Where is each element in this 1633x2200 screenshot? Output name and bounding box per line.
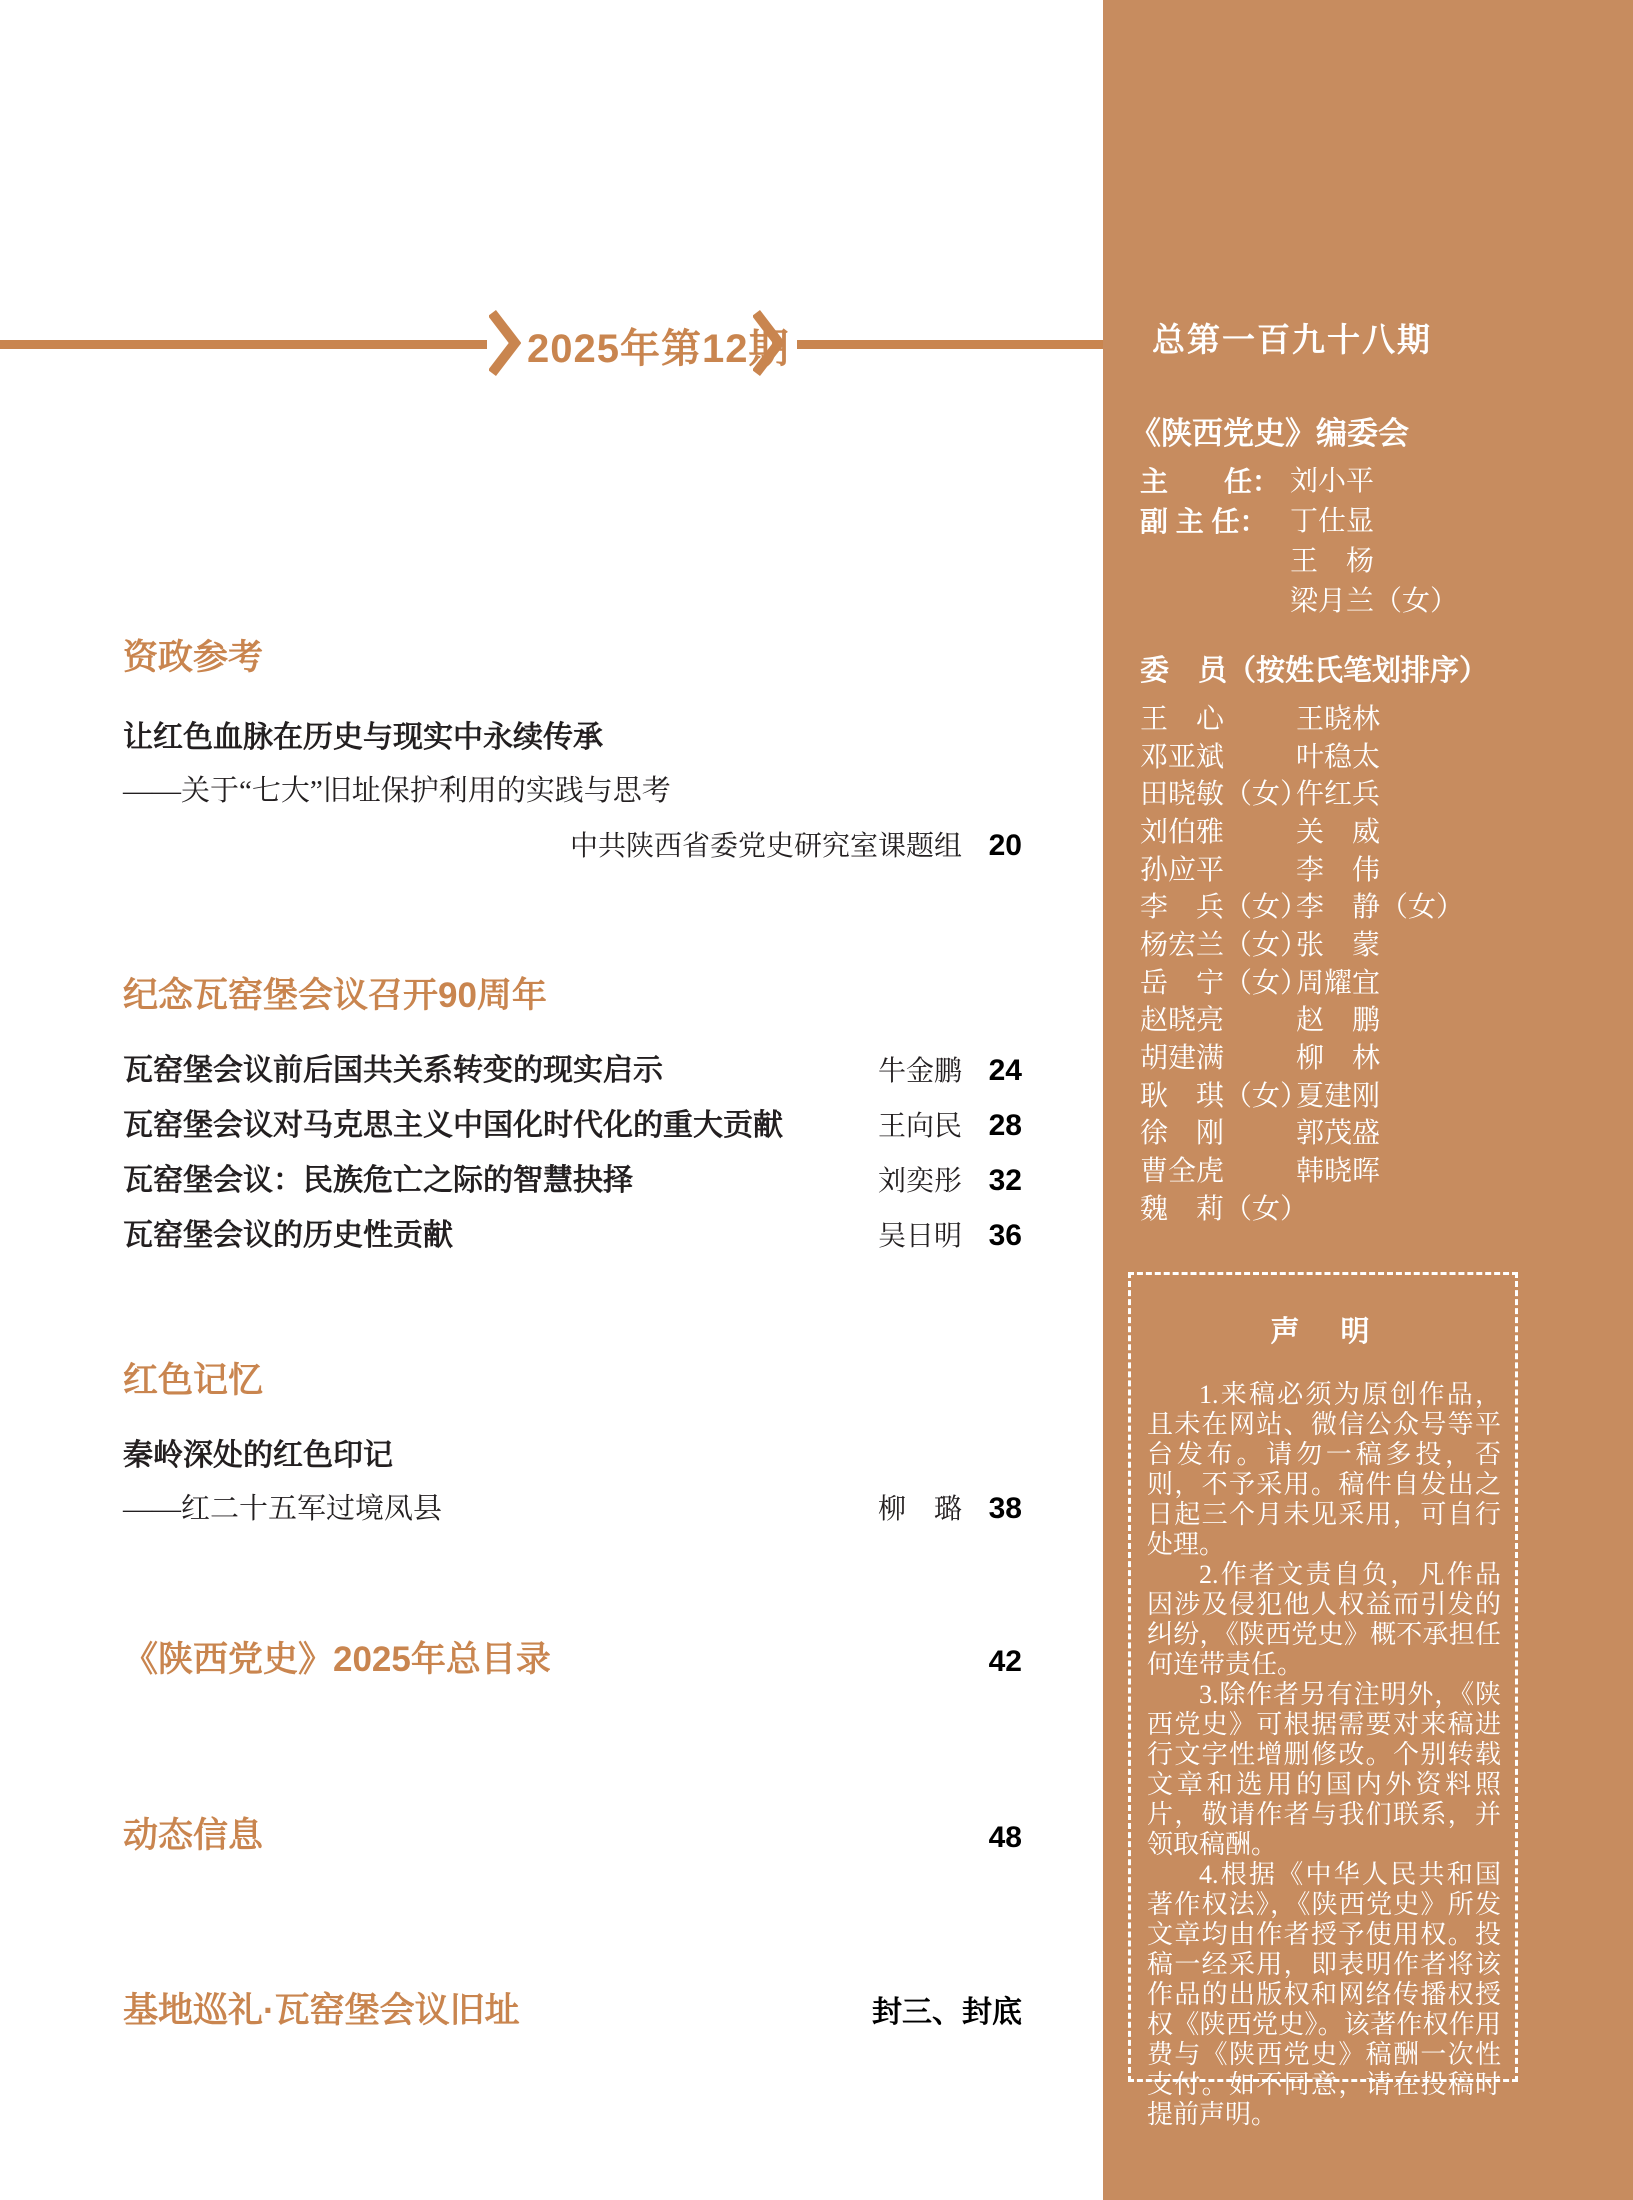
role-row — [1140, 585, 1458, 619]
role-name: 丁仕显 — [1290, 506, 1375, 537]
article-page: 36 — [988, 1219, 1022, 1252]
member-row — [1140, 929, 1510, 962]
article-title: 瓦窑堡会议：民族危亡之际的智慧抉择 — [123, 1164, 633, 1197]
statement-paragraph: 4.根据《中华人民共和国著作权法》，《陕西党史》所发文章均由作者授予使用权。投稿一经采用，即表明作者将该作品的出版权和网络传播权授权《陕西党史》。该著作权作用费与《陕西党史》稿酬一次性支付。如不同意，请在投稿时提前声明。 — [1147, 1860, 1501, 2129]
article-author: 吴日明 — [877, 1221, 962, 1252]
member-name: 周耀宜 — [1296, 968, 1381, 999]
article-title: 瓦窑堡会议对马克思主义中国化时代化的重大贡献 — [123, 1109, 783, 1142]
role-label — [1140, 585, 1290, 619]
members-title: 委 员（按姓氏笔划排序） — [1140, 655, 1489, 687]
article-title: 瓦窑堡会议前后国共关系转变的现实启示 — [123, 1054, 663, 1087]
member-name: 张 蒙 — [1296, 930, 1381, 961]
role-name: 梁月兰（女） — [1290, 586, 1459, 617]
chevron-right-icon — [489, 309, 521, 377]
member-name: 李 伟 — [1296, 855, 1381, 886]
member-row — [1140, 1117, 1510, 1150]
header-rule-right — [797, 340, 1103, 349]
article-author: 牛金鹏 — [877, 1056, 962, 1087]
article-page: 38 — [988, 1492, 1022, 1525]
toc-article-row — [123, 712, 1022, 756]
toc-section-row — [123, 1808, 1022, 1858]
committee-title: 《陕西党史》编委会 — [1130, 416, 1409, 451]
member-row — [1140, 891, 1510, 924]
member-row — [1140, 1042, 1510, 1075]
article-page: 24 — [988, 1054, 1022, 1087]
role-name: 刘小平 — [1290, 466, 1375, 497]
member-name: 刘伯雅 — [1140, 817, 1225, 848]
statement-paragraph: 1.来稿必须为原创作品，且未在网站、微信公众号等平台发布。请勿一稿多投，否则，不予采用。稿件自发出之日起三个月未见采用，可自行处理。 — [1147, 1380, 1501, 1559]
article-author: 柳 璐 — [877, 1494, 962, 1525]
section-page: 48 — [988, 1821, 1022, 1854]
toc-article-subtitle-row — [123, 768, 1022, 809]
member-row — [1140, 778, 1510, 811]
role-row — [1140, 465, 1374, 499]
role-label: 主 任： — [1140, 466, 1281, 497]
toc-article-row — [123, 1045, 1022, 1089]
toc-section-row — [123, 1983, 1022, 2033]
member-name: 田晓敏（女） — [1140, 779, 1309, 810]
member-name: 邓亚斌 — [1140, 742, 1225, 773]
article-author: 中共陕西省委党史研究室课题组 — [569, 831, 962, 862]
member-name: 王晓林 — [1296, 704, 1381, 735]
member-name: 岳 宁（女） — [1140, 968, 1309, 999]
member-row — [1140, 1004, 1510, 1037]
member-name: 李 静（女） — [1296, 892, 1465, 923]
member-row — [1140, 854, 1510, 887]
member-name: 郭茂盛 — [1296, 1118, 1381, 1149]
section-title: 红色记忆 — [123, 1361, 264, 1400]
toc-article-row — [123, 1100, 1022, 1144]
member-name: 魏 莉（女） — [1140, 1194, 1309, 1225]
statement-title: 声 明 — [1270, 1316, 1376, 1348]
member-name: 关 威 — [1296, 817, 1381, 848]
statement-paragraph: 3.除作者另有注明外，《陕西党史》可根据需要对来稿进行文字性增删修改。个别转载文章和选用的国内外资料照片，敬请作者与我们联系，并领取稿酬。 — [1147, 1680, 1501, 1859]
member-row — [1140, 967, 1510, 1000]
member-name: 仵红兵 — [1296, 779, 1381, 810]
toc-article-row — [123, 1210, 1022, 1254]
member-row — [1140, 703, 1510, 736]
section-title: 纪念瓦窑堡会议召开90周年 — [123, 976, 547, 1015]
article-title: 瓦窑堡会议的历史性贡献 — [123, 1219, 453, 1252]
member-name: 李 兵（女） — [1140, 892, 1309, 923]
article-subtitle: ——关于“七大”旧址保护利用的实践与思考 — [123, 775, 671, 807]
toc-article-author-row — [123, 824, 1022, 864]
section-title: 资政参考 — [123, 638, 264, 677]
member-row — [1140, 1193, 1510, 1226]
member-name: 叶稳太 — [1296, 742, 1381, 773]
article-title: 秦岭深处的红色印记 — [123, 1439, 393, 1472]
toc-article-subtitle-row — [123, 1486, 1022, 1527]
member-name: 曹全虎 — [1140, 1156, 1225, 1187]
article-page: 32 — [988, 1164, 1022, 1197]
role-label: 副 主 任： — [1140, 506, 1268, 537]
member-row — [1140, 816, 1510, 849]
article-page: 28 — [988, 1109, 1022, 1142]
statement-box — [1128, 1272, 1518, 2129]
role-label — [1140, 545, 1290, 579]
role-name: 王 杨 — [1290, 546, 1375, 577]
member-name: 韩晓晖 — [1296, 1156, 1381, 1187]
member-name: 耿 琪（女） — [1140, 1081, 1309, 1112]
member-row — [1140, 741, 1510, 774]
member-name: 王 心 — [1140, 704, 1225, 735]
section-page: 封三、封底 — [872, 1996, 1022, 2029]
member-name: 徐 刚 — [1140, 1118, 1225, 1149]
member-row — [1140, 1155, 1510, 1188]
member-name: 孙应平 — [1140, 855, 1225, 886]
toc-section-row — [123, 1632, 1022, 1682]
role-row — [1140, 505, 1374, 539]
member-name: 赵晓亮 — [1140, 1005, 1225, 1036]
toc-article-row — [123, 1155, 1022, 1199]
statement-paragraph: 2.作者文责自负，凡作品因涉及侵犯他人权益而引发的纠纷，《陕西党史》概不承担任何连带责任。 — [1147, 1560, 1501, 1679]
issue-title: 2025年第12期 — [527, 327, 790, 371]
chevron-right-icon — [753, 309, 785, 377]
section-title: 《陕西党史》2025年总目录 — [123, 1640, 551, 1679]
member-name: 胡建满 — [1140, 1043, 1225, 1074]
role-row — [1140, 545, 1374, 579]
header-rule-left — [0, 340, 487, 349]
section-title: 动态信息 — [123, 1816, 264, 1855]
article-author: 王向民 — [877, 1111, 962, 1142]
member-name: 赵 鹏 — [1296, 1005, 1381, 1036]
article-subtitle: ——红二十五军过境凤县 — [123, 1493, 443, 1525]
member-row — [1140, 1080, 1510, 1113]
article-title: 让红色血脉在历史与现实中永续传承 — [123, 721, 603, 754]
member-name: 夏建刚 — [1296, 1081, 1381, 1112]
statement-body — [1147, 1380, 1501, 2130]
article-page: 20 — [988, 829, 1022, 862]
section-page: 42 — [988, 1645, 1022, 1678]
member-name: 柳 林 — [1296, 1043, 1381, 1074]
member-name: 杨宏兰（女） — [1140, 930, 1309, 961]
toc-article-row — [123, 1430, 1022, 1474]
section-title: 基地巡礼·瓦窑堡会议旧址 — [123, 1991, 520, 2030]
article-author: 刘奕彤 — [877, 1166, 962, 1197]
issue-total-label: 总第一百九十八期 — [1152, 321, 1432, 358]
